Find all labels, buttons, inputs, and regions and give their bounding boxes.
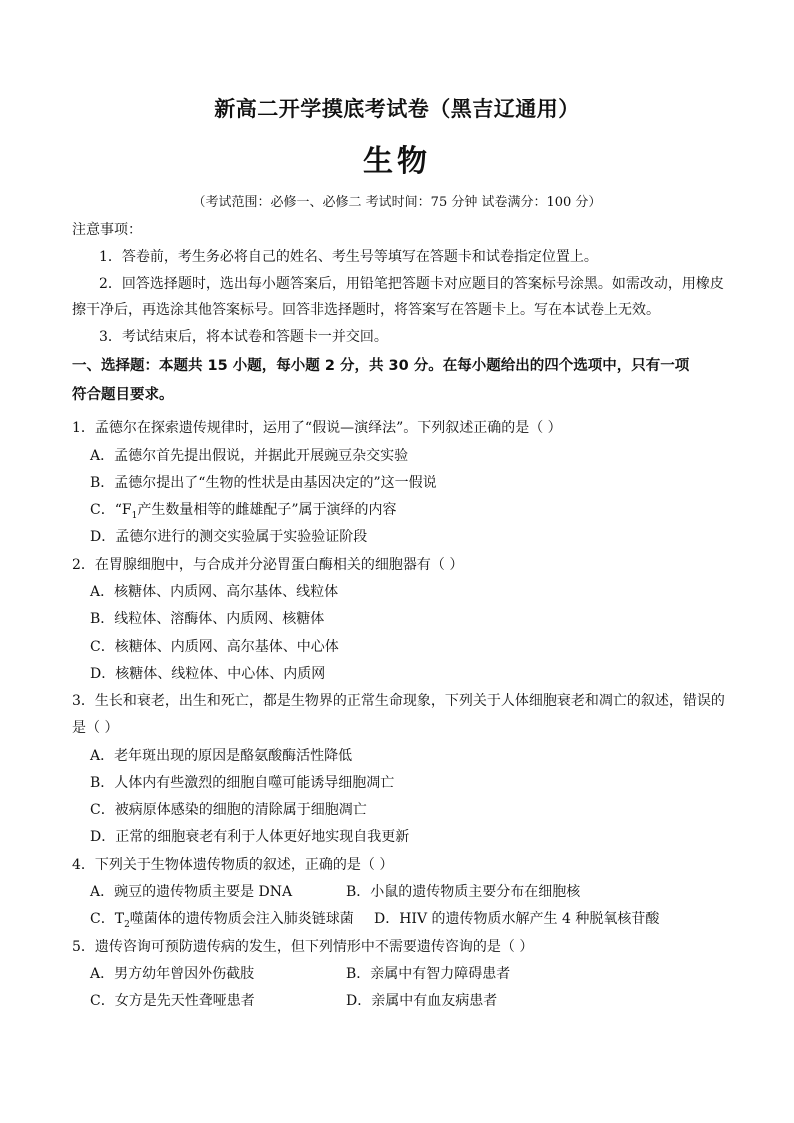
q4-option-d: D．HIV 的遗传物质水解产生 4 种脱氧核苷酸 xyxy=(374,911,660,927)
q3-stem-1: 3．生长和衰老，出生和死亡，都是生物界的正常生命现象，下列关于人体细胞衰老和凋亡的叙述，错误的 xyxy=(72,693,725,709)
q1-option-b: B．孟德尔提出了“生物的性状是由基因决定的”这一假说 xyxy=(90,475,437,491)
exam-title: 新高二开学摸底考试卷（黑吉辽通用） xyxy=(214,97,580,121)
q3-stem-2: 是（ ） xyxy=(72,720,119,736)
q5-option-b: B．亲属中有智力障碍患者 xyxy=(346,966,511,982)
q1-option-a: A．孟德尔首先提出假说，并据此开展豌豆杂交实验 xyxy=(90,448,409,464)
q3-option-b: B．人体内有些激烈的细胞自噬可能诱导细胞凋亡 xyxy=(90,775,395,791)
note-1: 1．答卷前，考生务必将自己的姓名、考生号等填写在答题卡和试卷指定位置上。 xyxy=(99,249,598,265)
section-heading-1: 一、选择题：本题共 15 小题，每小题 2 分，共 30 分。在每小题给出的四个选项中，只有一项 xyxy=(72,358,690,374)
q5-option-a: A．男方幼年曾因外伤截肢 xyxy=(90,966,255,982)
q4-stem: 4．下列关于生物体遗传物质的叙述，正确的是（ ） xyxy=(72,857,394,873)
q3-option-c: C．被病原体感染的细胞的清除属于细胞凋亡 xyxy=(90,802,367,818)
exam-info: （考试范围：必修一、必修二 考试时间：75 分钟 试卷满分：100 分） xyxy=(192,195,602,210)
q5-option-d: D．亲属中有血友病患者 xyxy=(346,993,498,1009)
q1-stem: 1．孟德尔在探索遗传规律时，运用了“假说—演绎法”。下列叙述正确的是（ ） xyxy=(72,420,562,436)
q2-option-a: A．核糖体、内质网、高尔基体、线粒体 xyxy=(90,584,339,600)
notes-heading: 注意事项： xyxy=(72,222,142,238)
q1-option-c: C．“$F_1$产生数量相等的雌雄配子”属于演绎的内容 xyxy=(90,502,397,521)
q2-option-d: D．核糖体、线粒体、中心体、内质网 xyxy=(90,666,326,682)
q5-stem: 5．遗传咨询可预防遗传病的发生，但下列情形中不需要遗传咨询的是（ ） xyxy=(72,939,534,955)
q3-option-d: D．正常的细胞衰老有利于人体更好地实现自我更新 xyxy=(90,829,410,845)
note-3: 3．考试结束后，将本试卷和答题卡一并交回。 xyxy=(99,329,388,345)
note-2a: 2．回答选择题时，选出每小题答案后，用铅笔把答题卡对应题目的答案标号涂黑。如需改动，用橡皮 xyxy=(99,276,724,292)
q4-option-c: C．$T_2$噬菌体的遗传物质会注入肺炎链球菌 xyxy=(90,911,354,930)
subject-title: 生物 xyxy=(363,144,431,179)
q5-option-c: C．女方是先天性聋哑患者 xyxy=(90,993,255,1009)
q2-option-c: C．核糖体、内质网、高尔基体、中心体 xyxy=(90,639,339,655)
q2-stem: 2．在胃腺细胞中，与合成并分泌胃蛋白酶相关的细胞器有（ ） xyxy=(72,557,464,573)
q4-option-b: B．小鼠的遗传物质主要分布在细胞核 xyxy=(346,884,581,900)
section-heading-2: 符合题目要求。 xyxy=(72,387,174,403)
q4-option-a: A．豌豆的遗传物质主要是 DNA xyxy=(90,884,293,900)
q2-option-b: B．线粒体、溶酶体、内质网、核糖体 xyxy=(90,611,325,627)
q3-option-a: A．老年斑出现的原因是酪氨酸酶活性降低 xyxy=(90,748,353,764)
note-2b: 擦干净后，再选涂其他答案标号。回答非选择题时，将答案写在答题卡上。写在本试卷上无效。 xyxy=(72,302,660,318)
q1-option-d: D．孟德尔进行的测交实验属于实验验证阶段 xyxy=(90,529,368,545)
